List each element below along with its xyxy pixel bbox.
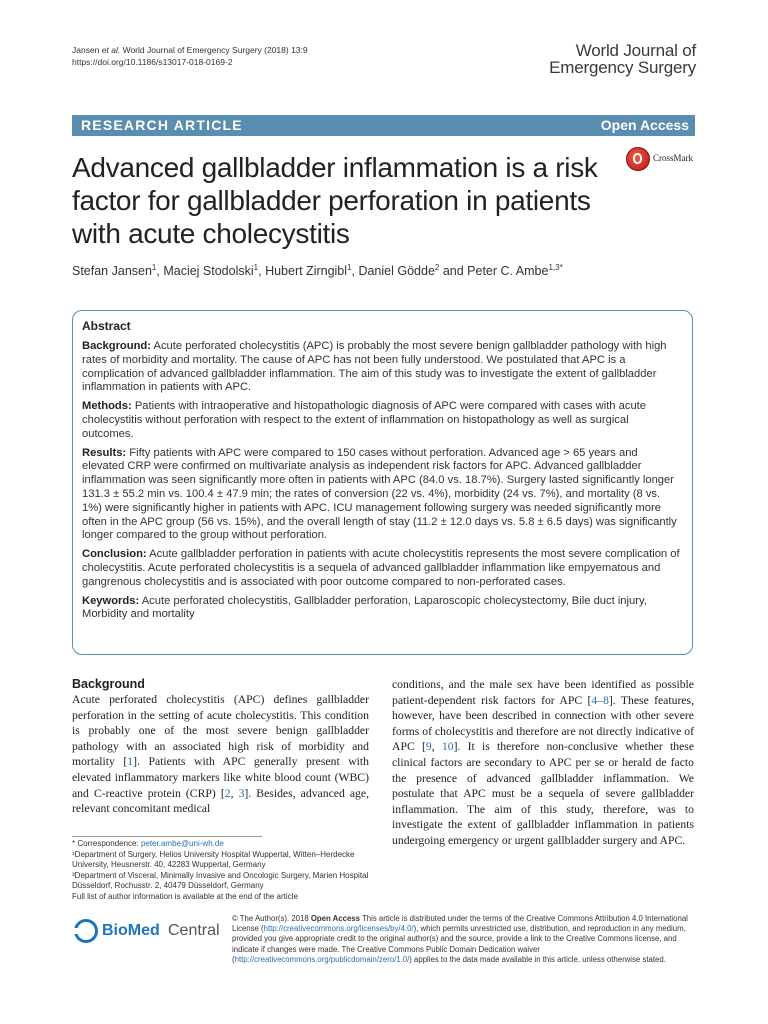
article-type-label: RESEARCH ARTICLE [81, 117, 243, 133]
license-text: © The Author(s). 2018 Open Access This article is distributed under the terms of the Creative Commons Attribution 4.0 International License (http://creativecommons.org/licenses/by/4.0/), which permits unrestricted use, distribution, and reproduction in any medium, provided you give appropriate credit to the original author(s) and the source, provide a link to the Creative Commons license, and indicate if changes were made. The Creative Commons Public Domain Dedication waiver (http://creativecommons.org/publicdomain/zero/1.0/) applies to the data made available in this article, unless otherwise stated. [232, 914, 688, 964]
abstract-box [72, 310, 693, 655]
body-paragraph: Acute perforated cholecystitis (APC) defines gallbladder perforation in the setting of acute cholecystitis. This condition is probably one of the most severe benign gallbladder pathology with an associated high risk of morbidity and mortality [1]. Patients with APC generally present with elevated inflammatory markers like white blood count (WBC) and C-reactive protein (CRP) [2, 3]. Besides, advanced age, relevant concomitant medical [72, 693, 370, 816]
author: Maciej Stodolski$^1$, [163, 263, 266, 279]
abstract-methods: Methods: Patients with intraoperative and histopathologic diagnosis of APC were compared with cases with acute cholecystitis without perforation with respect to the extent of inflammation on histopathology as well as surgical outcomes. [82, 400, 647, 440]
reference-link[interactable]: 2 [224, 786, 231, 800]
body-left-column [72, 677, 369, 817]
reference-link[interactable]: 9 [425, 740, 432, 754]
abstract-heading: Abstract [82, 319, 131, 333]
article-title: Advanced gallbladder inflammation is a risk factor for gallbladder perforation in patients with acute cholecystitis [72, 152, 598, 249]
crossmark-label: CrossMark [653, 153, 693, 163]
body-right-column [392, 677, 694, 849]
crossmark-icon [626, 147, 650, 171]
affiliation: ³Department of Visceral, Minimally Invasive and Oncologic Surgery, Marien Hospital Düsseldorf, Rochusstr. 2, 40479 Düsseldorf, Germany [72, 870, 369, 891]
abstract-background: Background: Acute perforated cholecystitis (APC) is probably the most severe benign gallbladder pathology with high rates of morbidity and mortality. The cause of APC has not been fully understood. We postulated that APC is a complication of advanced gallbladder inflammation. The aim of this study was to investigate the extent of gallbladder inflammation in patients with APC. [82, 340, 667, 394]
footnote-divider [72, 836, 262, 837]
reference-link[interactable]: 1 [127, 755, 134, 769]
email-link[interactable]: peter.ambe@uni-wh.de [140, 839, 224, 848]
author-info-note: Full list of author information is available at the end of the article [72, 891, 298, 901]
affiliation: ¹Department of Surgery, Helios University Hospital Wuppertal, Witten–Herdecke University, Heusnerstr. 40, 42283 Wuppertal, Germany [72, 849, 355, 870]
biomed-central-logo: BioMed Central [74, 918, 224, 948]
open-access-label: Open Access [600, 117, 689, 133]
author: Daniel Gödde$^2$ and [358, 263, 468, 279]
article-type-banner [72, 115, 695, 136]
author-list [72, 263, 563, 278]
abstract-keywords: Keywords: Acute perforated cholecystitis, Gallbladder perforation, Laparoscopic cholecystectomy, Bile duct injury, Morbidity and mortality [82, 594, 647, 621]
correspondence: * Correspondence: peter.ambe@uni-wh.de [72, 839, 224, 848]
biomed-ring-icon [74, 919, 98, 943]
license-link[interactable]: http://creativecommons.org/licenses/by/4.0/ [263, 924, 414, 934]
journal-logo: World Journal of Emergency Surgery [549, 41, 696, 77]
public-domain-link[interactable]: http://creativecommons.org/publicdomain/zero/1.0/ [234, 954, 410, 964]
author: Hubert Zirngibl$^1$, [265, 263, 359, 279]
body-paragraph: conditions, and the male sex have been identified as possible patient-dependent risk factors for APC [4–8]. These features, however, have been described in connection with other severe forms of cholecystitis and therefore are not directly indicative of APC [9, 10]. It is therefore non-conclusive whether these clinical factors are secondary to APC per se or herald de facto the presence of advanced gallbladder inflammation. We postulate that APC must be a sequela of severe gallbladder inflammation. The aim of this study, therefore, was to investigate the extent of gallbladder inflammation in patients undergoing emergency or urgent gallbladder surgery and APC. [392, 678, 695, 847]
reference-link[interactable]: 3 [238, 786, 245, 800]
abstract-conclusion: Conclusion: Acute gallbladder perforation in patients with acute cholecystitis represents the most severe complication of cholecystitis. Acute perforated cholecystitis is a sequela of advanced gallbladder inflammation like empyematous and gangrenous cholecystitis and is associated with poor outcome compared to non-perforated cases. [82, 548, 680, 588]
citation-line: Jansen et al. World Journal of Emergency Surgery (2018) 13:9 [72, 45, 308, 55]
author: Stefan Jansen$^1$, [72, 263, 164, 279]
author: Peter C. Ambe$^{1,3*}$ [467, 263, 563, 279]
doi-link[interactable]: https://doi.org/10.1186/s13017-018-0169-2 [72, 57, 233, 67]
citation-header [72, 44, 308, 68]
section-heading: Background [72, 677, 145, 691]
crossmark-badge[interactable] [626, 147, 746, 171]
reference-link[interactable]: 10 [441, 740, 454, 754]
footnotes [72, 839, 372, 903]
reference-link[interactable]: 4–8 [591, 693, 609, 707]
abstract-results: Results: Fifty patients with APC were compared to 150 cases without perforation. Advanced age > 65 years and elevated CRP were confirmed on multivariate analysis as independent risk factors for APC. Advanced gallbladder inflammation was seen significantly more often in patients with APC (84.0 vs. 18.7%). Surgery lasted significantly longer 131.3 ± 55.2 min vs. 100.4 ± 47.9 min; the rates of conversion (22 vs. 4%), morbidity (24 vs. 7%), and mortality (8 vs. 1%) were significantly higher in patients with APC. ICU management following surgery was needed significantly more often in the APC group (56 vs. 15%), and the overall length of stay (11.2 ± 12.0 days vs. 5.8 ± 6.5 days) was significantly longer compared to the group without perforation. [82, 446, 677, 542]
